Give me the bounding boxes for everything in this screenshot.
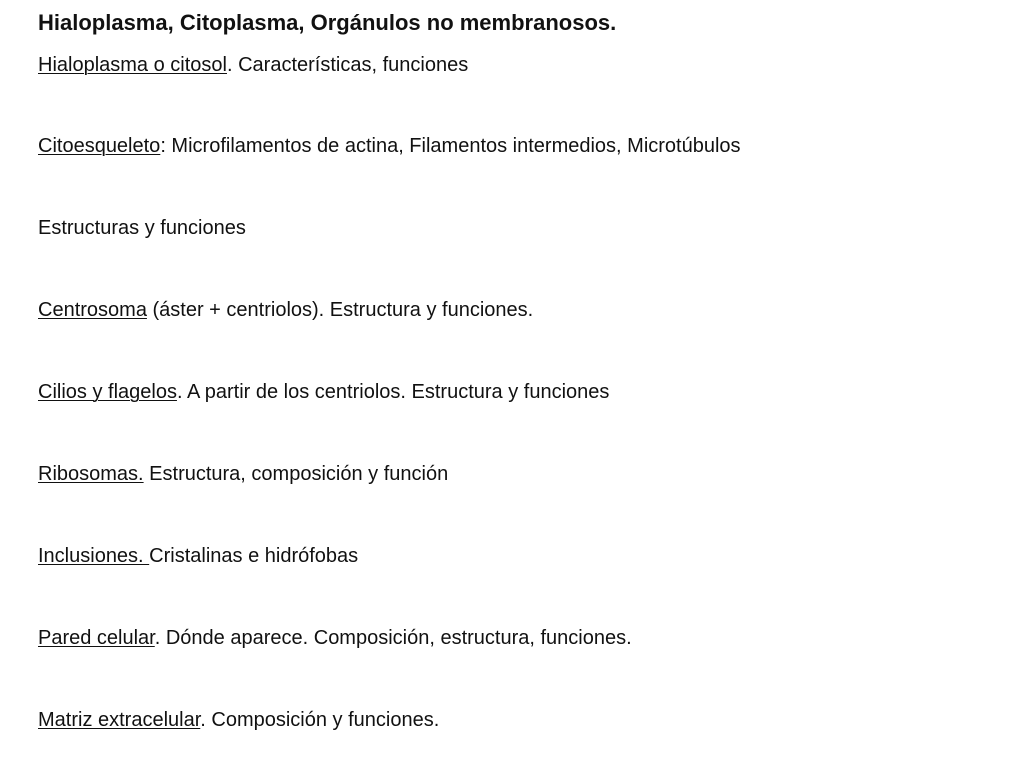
topic-line-centrosoma bbox=[38, 297, 533, 323]
topic-term: Inclusiones. bbox=[38, 545, 150, 567]
topic-line-pared-celular bbox=[38, 625, 632, 651]
topic-line-cilios bbox=[38, 379, 609, 405]
topic-description: Estructura, composición y función bbox=[143, 463, 449, 485]
topic-term: Citoesqueleto bbox=[38, 135, 161, 157]
topic-line-citoesqueleto bbox=[38, 133, 741, 159]
topic-description: . Composición y funciones. bbox=[200, 709, 440, 731]
topic-line-hialoplasma bbox=[38, 52, 468, 78]
topic-term: Matriz extracelular bbox=[38, 709, 201, 731]
topic-term: Ribosomas. bbox=[38, 463, 144, 485]
topic-line-ribosomas bbox=[38, 461, 448, 487]
topic-description: . Dónde aparece. Composición, estructura, funciones. bbox=[154, 627, 632, 649]
topic-description: Cristalinas e hidrófobas bbox=[149, 545, 359, 567]
topic-description: Estructuras y funciones bbox=[38, 217, 246, 239]
topic-term: Hialoplasma o citosol bbox=[38, 54, 227, 76]
topic-term: Pared celular bbox=[38, 627, 155, 649]
topic-line-inclusiones bbox=[38, 543, 358, 569]
topic-description: : Microfilamentos de actina, Filamentos intermedios, Microtúbulos bbox=[160, 135, 741, 157]
slide-title: Hialoplasma, Citoplasma, Orgánulos no membranosos. bbox=[38, 10, 617, 35]
topic-description: . Características, funciones bbox=[226, 54, 469, 76]
topic-description: (áster + centriolos). Estructura y funciones. bbox=[146, 299, 534, 321]
topic-term: Cilios y flagelos bbox=[38, 381, 177, 403]
topic-description: . A partir de los centriolos. Estructura y funciones bbox=[176, 381, 610, 403]
topic-line-estructuras bbox=[38, 215, 246, 241]
topic-term: Centrosoma bbox=[38, 299, 147, 321]
topic-line-matriz-extracelular bbox=[38, 707, 439, 733]
